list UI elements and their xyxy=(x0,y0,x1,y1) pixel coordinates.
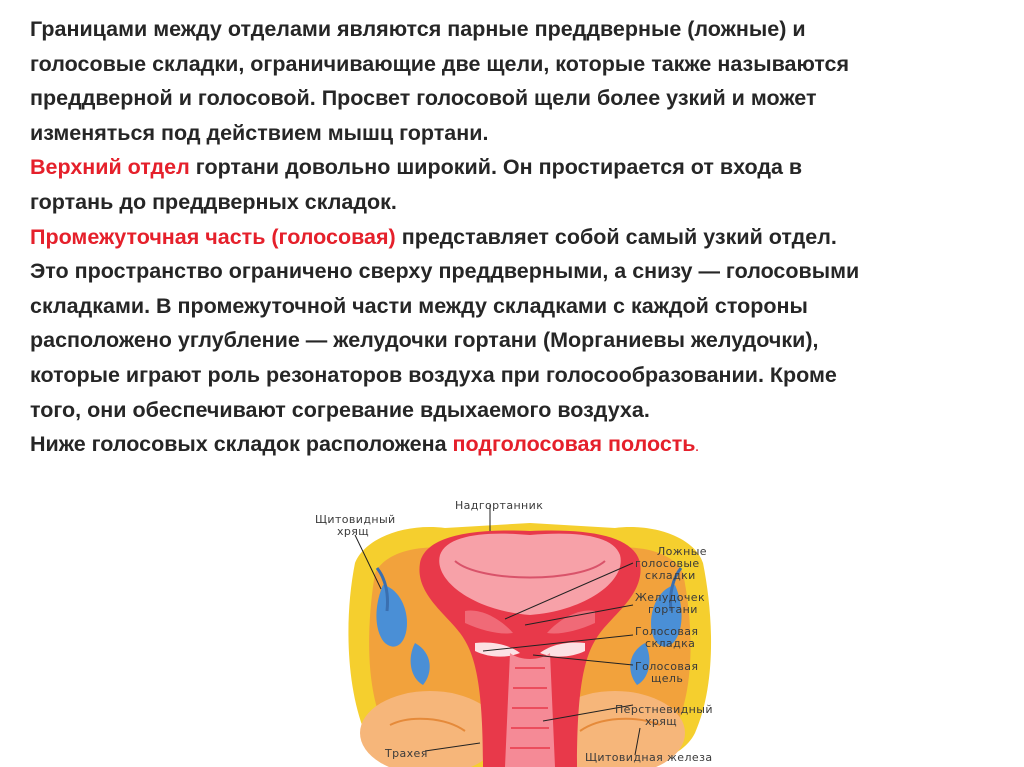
label-trachea: Трахея xyxy=(385,747,428,760)
label-vocal-fold: Голосовая xyxy=(635,625,699,638)
text-line: Это пространство ограничено сверху преддверными, а снизу — голосовыми xyxy=(30,259,860,284)
text-line: того, они обеспечивают согревание вдыхаемого воздуха. xyxy=(30,397,650,422)
text-line: которые играют роль резонаторов воздуха при голосообразовании. Кроме xyxy=(30,362,837,387)
highlight-subglottic-cavity: подголосовая полость xyxy=(452,432,696,457)
text-line: изменяться под действием мышц гортани. xyxy=(30,120,489,145)
highlight-intermediate-part: Промежуточная часть (голосовая) xyxy=(30,224,396,249)
label-epiglottis: Надгортанник xyxy=(455,499,544,512)
label-cricoid-cartilage: хрящ xyxy=(645,715,678,728)
trachea xyxy=(505,653,555,767)
text-line: гортань до преддверных складок. xyxy=(30,189,397,214)
text-line xyxy=(30,150,1005,185)
text-fragment: Ниже голосовых складок расположена xyxy=(30,432,453,457)
text-fragment: гортани довольно широкий. Он простирается от входа в xyxy=(189,155,803,180)
label-thyroid-cartilage: Щитовидный xyxy=(315,513,396,526)
larynx-illustration xyxy=(315,493,745,767)
label-ventricle: Желудочек xyxy=(635,591,706,604)
label-vocal-fold: складка xyxy=(645,637,696,650)
label-glottis: щель xyxy=(651,672,684,685)
text-line xyxy=(30,427,1005,466)
label-cricoid-cartilage: Перстневидный xyxy=(615,703,713,716)
label-ventricle: гортани xyxy=(648,603,698,616)
text-line: складками. В промежуточной части между складками с каждой стороны xyxy=(30,293,808,318)
text-line: Границами между отделами являются парные преддверные (ложные) и xyxy=(30,17,806,41)
text-line: голосовые складки, ограничивающие две щели, которые также называются xyxy=(30,51,850,76)
text-line: расположено углубление — желудочки гортани (Морганиевы желудочки), xyxy=(30,328,819,353)
highlight-upper-section: Верхний отдел xyxy=(30,155,190,180)
label-false-vocal-folds: Ложные xyxy=(657,545,707,558)
label-glottis: Голосовая xyxy=(635,660,699,673)
label-thyroid-cartilage: хрящ xyxy=(337,525,370,538)
larynx-diagram xyxy=(315,493,745,767)
label-thyroid-gland: Щитовидная железа xyxy=(585,751,713,764)
label-false-vocal-folds: голосовые xyxy=(635,557,700,570)
slide-text xyxy=(30,12,1005,466)
text-fragment: представляет собой самый узкий отдел. xyxy=(395,224,837,249)
text-line xyxy=(30,220,1005,255)
text-line: преддверной и голосовой. Просвет голосовой щели более узкий и может xyxy=(30,86,817,111)
text-fragment: . xyxy=(695,442,699,455)
label-false-vocal-folds: складки xyxy=(645,569,696,582)
